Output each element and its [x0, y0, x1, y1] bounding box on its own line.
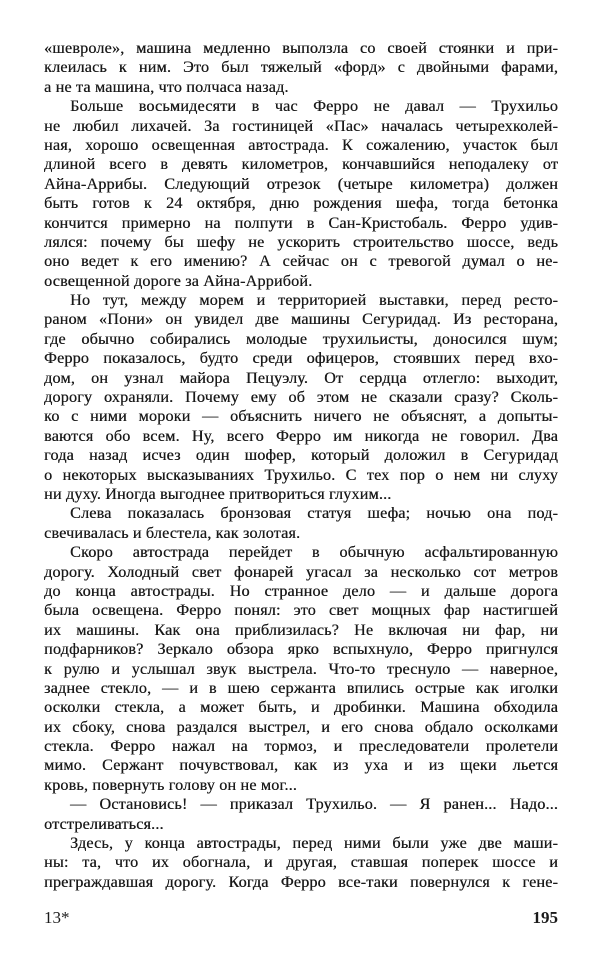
- paragraph: [44, 543, 558, 795]
- text-line: кончится примерно на полпути в Сан-Кристобаль. Ферро удив-: [44, 213, 558, 232]
- text-line: клеилась к ним. Это был тяжелый «форд» с двойными фарами,: [44, 58, 558, 77]
- text-line: Больше восьмидесяти в час Ферро не давал — Трухильо: [70, 97, 558, 116]
- paragraph: [44, 97, 558, 291]
- text-line: Но тут, между морем и территорией выставки, перед ресто-: [70, 291, 558, 310]
- text-line: года назад исчез один шофер, который доложил в Сегуридад: [44, 446, 558, 465]
- text-line: стекла. Ферро нажал на тормоз, и преследователи пролетели: [44, 737, 558, 756]
- page-body: [44, 39, 558, 892]
- text-line: дом, он узнал майора Пецуэлу. От сердца отлегло: выходит,: [44, 368, 558, 387]
- text-line: Скоро автострада перейдет в обычную асфальтированную: [70, 543, 558, 562]
- paragraph: [44, 504, 558, 543]
- text-line: ко с ними мороки — объяснить ничего не объяснят, а допыты-: [44, 407, 558, 426]
- text-line: оно ведет к его имению? А сейчас он с тревогой думал о не-: [44, 252, 558, 271]
- paragraph: [44, 39, 558, 97]
- text-line: к рулю и услышал звук выстрела. Что-то треснуло — наверное,: [44, 659, 558, 678]
- text-line: о некоторых высказываниях Трухильо. С тех пор о нем ни слуху: [44, 465, 558, 484]
- text-line: не любил лихачей. За гостиницей «Пас» началась четырехколей-: [44, 116, 558, 135]
- text-line: Слева показалась бронзовая статуя шефа; ночью она под-: [70, 504, 558, 523]
- paragraph: [44, 795, 558, 834]
- text-line: лялся: почему бы шефу не ускорить строительство шоссе, ведь: [44, 232, 558, 251]
- text-line: свечивалась и блестела, как золотая.: [44, 523, 301, 542]
- text-line: заднее стекло, — и в шею сержанта впились острые как иголки: [44, 678, 558, 697]
- text-line: отстреливаться...: [44, 814, 164, 833]
- text-line: «шевроле», машина медленно выползла со своей стоянки и при-: [44, 39, 558, 57]
- text-line: длиной всего в девять километров, кончавшийся неподалеку от: [44, 155, 558, 174]
- text-line: их сбоку, снова раздался выстрел, и его снова обдало осколками: [44, 717, 558, 736]
- text-line: а не та машина, что полчаса назад.: [44, 77, 289, 96]
- text-line: до конца автострады. Но странное дело — и дальше дорога: [44, 581, 558, 600]
- text-line: ная, хорошо освещенная автострада. К сожалению, участок был: [44, 135, 558, 154]
- text-line: ны: та, что их обогнала, и другая, ставшая поперек шоссе и: [44, 853, 558, 872]
- text-line: преграждавшая дорогу. Когда Ферро все-таки повернулся к гене-: [44, 872, 558, 891]
- text-line: раном «Пони» он увидел две машины Сегуридад. Из ресторана,: [44, 310, 558, 329]
- signature-mark: 13*: [44, 908, 70, 927]
- text-line: Айна-Аррибы. Следующий отрезок (четыре километра) должен: [44, 174, 558, 193]
- text-line: их машины. Как она приблизилась? Не включая ни фар, ни: [44, 620, 558, 639]
- text-line: быть готов к 24 октября, дню рождения шефа, тогда бетонка: [44, 194, 558, 213]
- text-line: подфарников? Зеркало обзора ярко вспыхнуло, Ферро пригнулся: [44, 640, 558, 659]
- text-line: была освещена. Ферро понял: это свет мощных фар настигшей: [44, 601, 558, 620]
- text-line: ваются обо всем. Ну, всего Ферро им никогда не говорил. Два: [44, 426, 558, 445]
- text-line: ни духу. Иногда выгоднее притвориться глухим...: [44, 484, 392, 503]
- page-number: 195: [532, 908, 558, 927]
- paragraph: [44, 834, 558, 892]
- text-line: Здесь, у конца автострады, перед ними были уже две маши-: [70, 834, 558, 853]
- text-line: Ферро показалось, будто среди офицеров, стоявших перед вхо-: [44, 349, 558, 368]
- text-line: дорогу. Холодный свет фонарей угасал за несколько сот метров: [44, 562, 558, 581]
- text-line: — Остановись! — приказал Трухильо. — Я ранен... Надо...: [70, 795, 558, 814]
- page-footer: [44, 908, 558, 930]
- text-line: освещенной дороге за Айна-Аррибой.: [44, 271, 313, 290]
- text-line: осколки стекла, а может быть, и дробинки. Машина обходила: [44, 698, 558, 717]
- text-line: дорогу охраняли. Почему ему об этом не сказали сразу? Сколь-: [44, 388, 558, 407]
- text-line: где обычно собирались молодые трухильисты, доносился шум;: [44, 329, 558, 348]
- text-line: кровь, повернуть голову он не мог...: [44, 775, 297, 794]
- text-line: мимо. Сержант почувствовал, как из уха и из щеки льется: [44, 756, 558, 775]
- paragraph: [44, 291, 558, 504]
